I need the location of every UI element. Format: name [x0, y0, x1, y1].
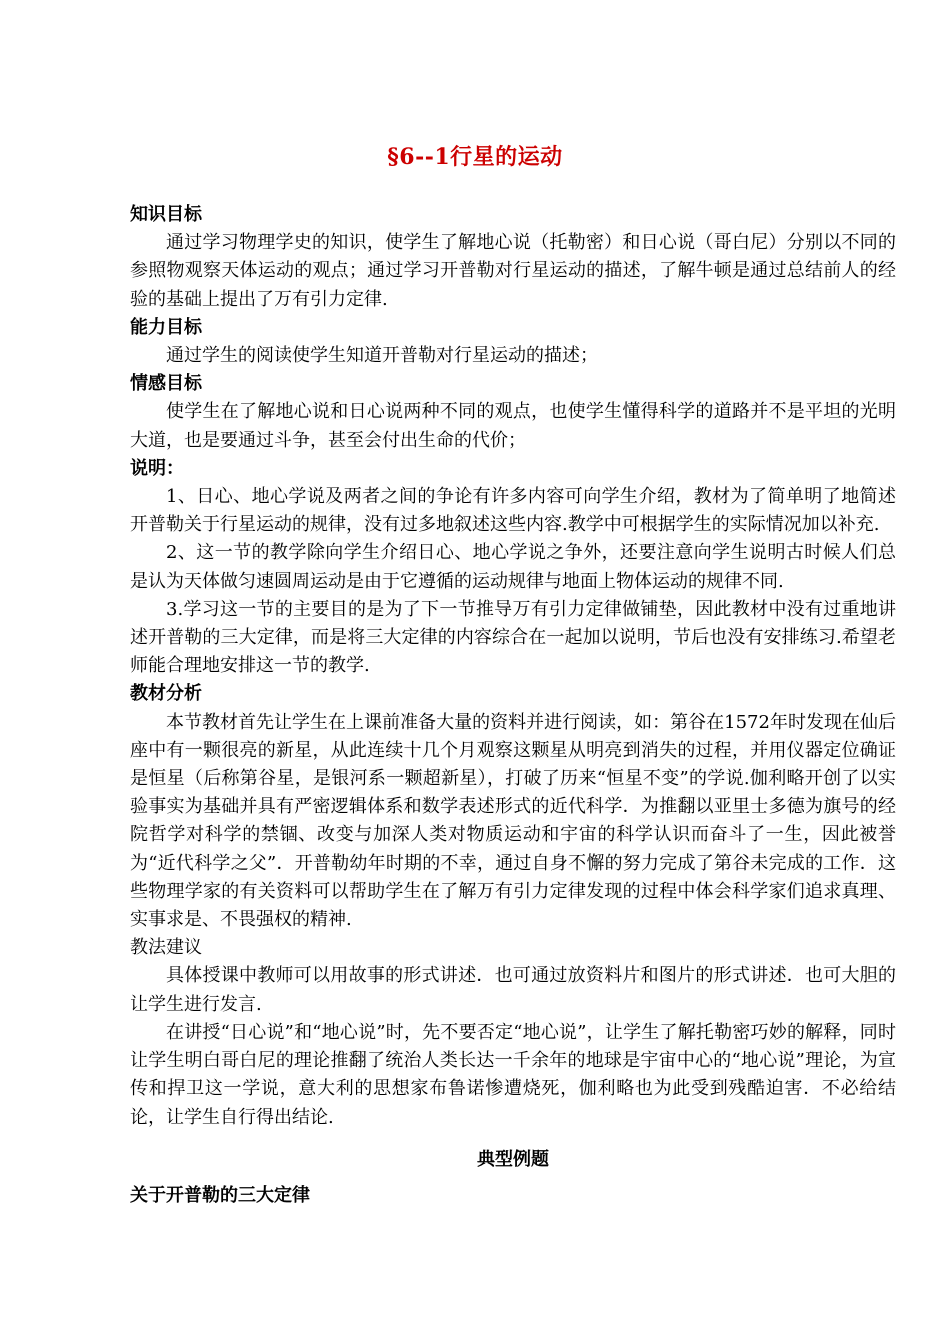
paragraph: 使学生在了解地心说和日心说两种不同的观点，也使学生懂得科学的道路并不是平坦的光明大道，也是要通过斗争，甚至会付出生命的代价；: [130, 401, 896, 451]
heading-typical-examples: 典型例题: [477, 1148, 549, 1170]
document-body: [130, 201, 896, 1210]
paragraph: 本节教材首先让学生在上课前准备大量的资料并进行阅读，如：第谷在1572年时发现在仙后座中有一颗很亮的新星，从此连续十几个月观察这颗星从明亮到消失的过程，并用仪器定位确证是恒星（后称第谷星，是银河系一颗超新星），打破了历来“恒星不变”的学说.伽利略开创了以实验事实为基础并具有严密逻辑体系和数学表述形式的近代科学．为推翻以亚里士多德为旗号的经院哲学对科学的禁锢、改变与加深人类对物质运动和宇宙的科学认识而奋斗了一生，因此被誉为“近代科学之父”．开普勒幼年时期的不幸，通过自身不懈的努力完成了第谷未完成的工作．这些物理学家的有关资料可以帮助学生在了解万有引力定律发现的过程中体会科学家们追求真理、实事求是、不畏强权的精神.: [130, 711, 896, 931]
heading-notes: 说明：: [130, 457, 184, 479]
paragraph: 在讲授“日心说”和“地心说”时，先不要否定“地心说”，让学生了解托勒密巧妙的解释，同时让学生明白哥白尼的理论推翻了统治人类长达一千余年的地球是宇宙中心的“地心说”理论，为宣传和捍卫这一学说，意大利的思想家布鲁诺惨遭烧死，伽利略也为此受到残酷迫害．不必给结论，让学生自行得出结论.: [130, 1021, 896, 1128]
paragraph: 2、这一节的教学除向学生介绍日心、地心学说之争外，还要注意向学生说明古时候人们总是认为天体做匀速圆周运动是由于它遵循的运动规律与地面上物体运动的规律不同.: [130, 542, 896, 592]
heading-ability-goals: 能力目标: [130, 316, 202, 338]
heading-material-analysis: 教材分析: [130, 683, 202, 705]
heading-knowledge-goals: 知识目标: [130, 204, 202, 225]
page-title: §6--1行星的运动: [387, 144, 563, 170]
heading-emotion-goals: 情感目标: [130, 373, 202, 395]
paragraph: 通过学生的阅读使学生知道开普勒对行星运动的描述；: [166, 345, 598, 367]
paragraph: 通过学习物理学史的知识，使学生了解地心说（托勒密）和日心说（哥白尼）分别以不同的参照物观察天体运动的观点；通过学习开普勒对行星运动的描述，了解牛顿是通过总结前人的经验的基础上提出了万有引力定律.: [130, 232, 896, 310]
subheading-kepler-laws: 关于开普勒的三大定律: [130, 1184, 310, 1206]
heading-teaching-suggestions: 教法建议: [130, 937, 202, 959]
paragraph: 3.学习这一节的主要目的是为了下一节推导万有引力定律做铺垫，因此教材中没有过重地讲述开普勒的三大定律，而是将三大定律的内容综合在一起加以说明，节后也没有安排练习.希望老师能合理地安排这一节的教学.: [130, 598, 896, 677]
paragraph: 具体授课中教师可以用故事的形式讲述．也可通过放资料片和图片的形式讲述．也可大胆的让学生进行发言.: [130, 965, 896, 1015]
paragraph: 1、日心、地心学说及两者之间的争论有许多内容可向学生介绍，教材为了简单明了地简述开普勒关于行星运动的规律，没有过多地叙述这些内容.教学中可根据学生的实际情况加以补充.: [130, 486, 896, 536]
